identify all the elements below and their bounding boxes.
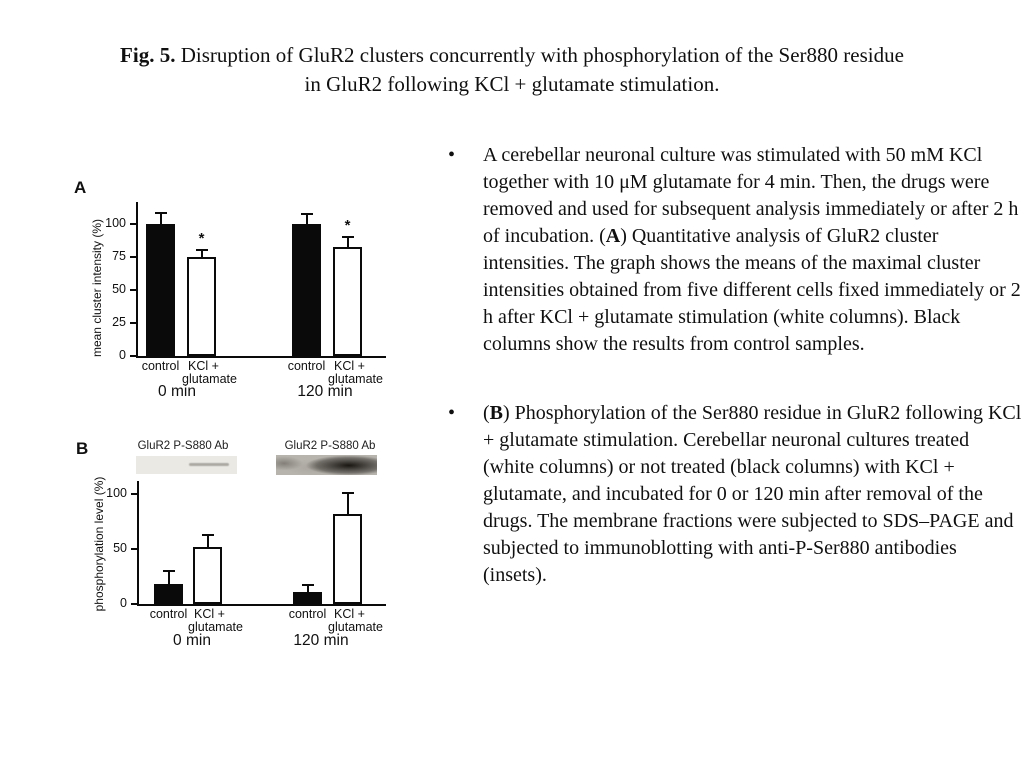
panel-b-bar-control-0-min [154,584,183,604]
panel-a-x-axis-line [136,356,386,358]
bullet-text-segment: A cerebellar neuronal culture was stimulated with 50 mM KCl together with 10 μM glutamate for 4 min. Then, the drugs were removed and used for subsequent analysis immediately or after 2 h of incubation. ( [483,144,1019,247]
panel-b-x-label-control: control [288,607,327,621]
bullet-text-segment: ) Phosphorylation of the Ser880 residue in GluR2 following KCl + glutamate stimulation. Cerebellar neuronal cultures treated (white columns) or not treated (black columns) with KCl + glutamate, and incubated for 0 or 120 min after removal of the drugs. The membrane fractions were subjected to SDS–PAGE and subjected to immunoblotting with anti-P-Ser880 antibodies (insets). [483,402,1022,586]
panel-a-y-tick [130,289,136,291]
bullet-marker: • [448,402,456,424]
bullet-item-1 [441,142,1023,358]
title-line1-text: Disruption of GluR2 clusters concurrently with phosphorylation of the Ser880 residue [175,43,904,67]
panel-a-error-bar-cap [155,212,167,214]
panel-a-group-label-0-min: 0 min [158,383,196,400]
panel-a-error-bar-cap [342,236,354,238]
panel-b-y-tick-label: 0 [120,596,127,610]
panel-b-y-axis-line [137,481,139,606]
panel-a-y-tick [130,223,136,225]
panel-a-significance-asterisk: * [198,229,205,247]
panel-a-bar-kcl-glutamate-120-min [333,247,362,356]
bullet-text-bold: A [605,225,621,247]
panel-a-bar-control-0-min [146,224,175,356]
panel-b-bar-kcl-glutamate-120-min [333,514,362,604]
panel-b-error-bar-cap [342,492,354,494]
title-line-2: in GluR2 following KCl + glutamate stimulation. [304,72,720,96]
panel-b-x-label-glutamate: glutamate [328,620,383,634]
panel-b-blot-image-2 [276,455,377,475]
panel-a-group-label-120-min: 120 min [297,383,353,400]
panel-b-group-label-0-min: 0 min [173,632,211,649]
panel-a-significance-asterisk: * [344,216,351,234]
panel-b-y-tick-label: 100 [106,486,127,500]
bullet-text [483,400,1023,589]
panel-b-error-bar-cap [163,570,175,572]
panel-b-bar-kcl-glutamate-0-min [193,547,222,604]
panel-a-x-label-control: control [287,359,326,373]
panel-b-blot-faint-band [189,463,229,466]
panel-a-y-tick [130,355,136,357]
panel-b-y-tick [131,548,137,550]
panel-a-x-label-kcl: KCl + [334,359,365,373]
panel-a-error-bar-cap [301,213,313,215]
panel-a-y-tick-label: 100 [105,215,126,230]
panel-b-x-label-control: control [149,607,188,621]
panel-a-error-bar-cap [196,249,208,251]
panel-b-error-bar-cap [302,584,314,586]
panel-a-x-label-control: control [141,359,180,373]
panel-b-x-axis-line [137,604,386,606]
panel-b-group-label-120-min: 120 min [293,632,349,649]
panel-a-y-axis-line [136,202,138,358]
panel-b-y-tick-label: 50 [113,541,127,555]
panel-a-y-tick-label: 50 [112,281,126,296]
panel-a-y-tick-label: 25 [112,314,126,329]
panel-a-y-tick [130,256,136,258]
panel-b-blot-label-2: GluR2 P-S880 Ab [284,440,376,452]
panel-b-y-axis-title: phosphorylation level (%) [92,476,106,612]
bullet-marker: • [448,144,456,166]
bullet-text-segment: ) Quantitative analysis of GluR2 cluster intensities. The graph shows the means of the maximal cluster intensities obtained from five different cells fixed immediately or 2 h after KCl + glutamate stimulation (white columns). Black columns show the results from control samples. [483,225,1021,355]
panel-a-y-tick-label: 0 [119,348,126,362]
panel-b-error-bar-stem [347,492,349,514]
bullet-item-2 [441,400,1023,589]
panel-a-bar-kcl-glutamate-0-min [187,257,216,356]
bullet-text-bold: B [489,402,504,424]
panel-a-x-label-glutamate: glutamate [328,372,383,386]
bullet-text [483,142,1023,358]
panel-b-blot-image-1 [136,456,237,474]
panel-a-bar-control-120-min [292,224,321,356]
panel-b-letter: B [76,439,89,458]
panel-a-y-tick [130,322,136,324]
panel-b-x-label-kcl: KCl + [334,607,365,621]
panel-b-x-label-glutamate: glutamate [188,620,243,634]
panel-a-letter: A [74,178,87,197]
bullet-text-segment: ( [483,402,490,424]
panel-a-x-label-kcl: KCl + [188,359,219,373]
panel-a-x-label-glutamate: glutamate [182,372,237,386]
panel-b-y-tick [131,603,137,605]
panel-b-x-label-kcl: KCl + [194,607,225,621]
panel-a-y-axis-title: mean cluster intensity (%) [90,218,104,358]
panel-b-error-bar-cap [202,534,214,536]
panel-b-blot-label-1: GluR2 P-S880 Ab [137,440,229,452]
title-fig-number: Fig. 5. [120,43,176,67]
panel-b-error-bar-stem [168,570,170,584]
caption-bullets [441,142,1023,589]
panel-b-bar-control-120-min [293,592,322,604]
panel-a-y-tick-label: 75 [112,248,126,263]
panel-b-y-tick [131,493,137,495]
